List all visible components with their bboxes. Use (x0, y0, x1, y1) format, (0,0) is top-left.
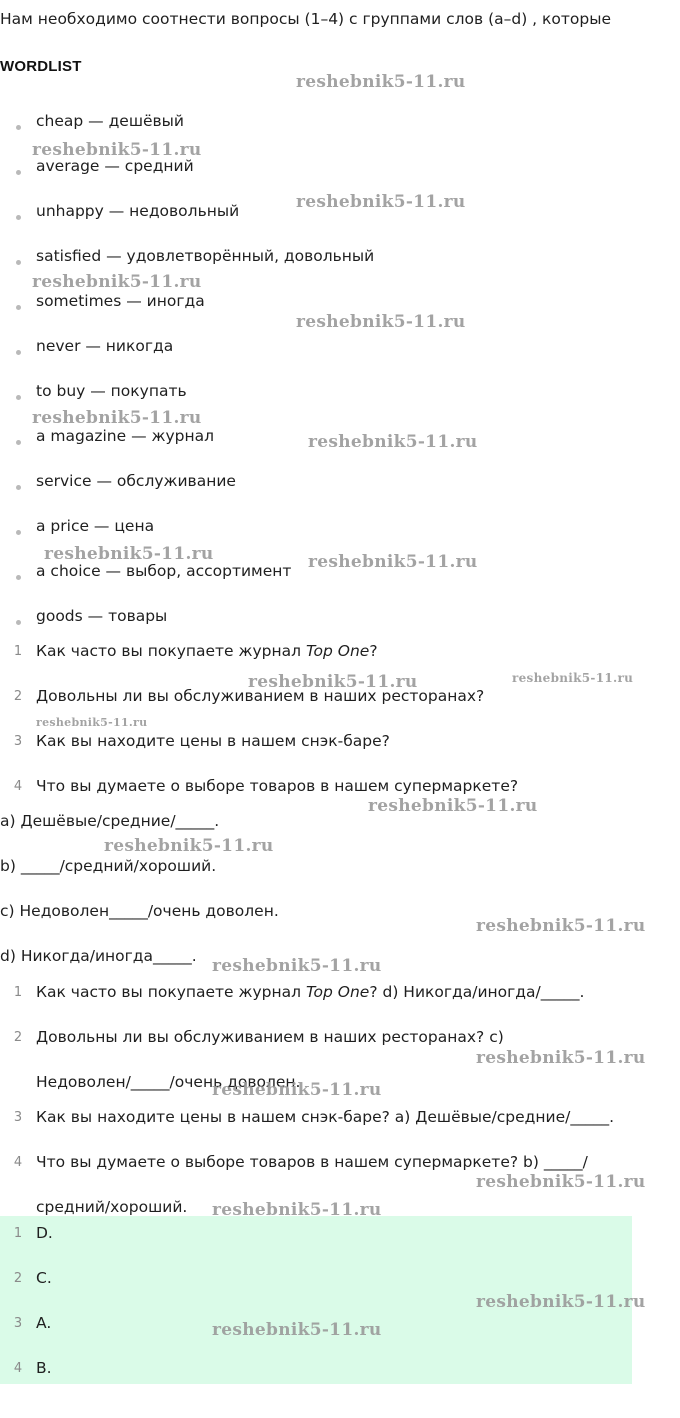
matched-number: 1 (13, 985, 23, 1000)
bullet-icon (16, 395, 21, 400)
matched-number: 3 (13, 1110, 23, 1125)
watermark: reshebnik5-11.ru (212, 956, 382, 976)
watermark: reshebnik5-11.ru (296, 192, 466, 212)
watermark: reshebnik5-11.ru (104, 836, 274, 856)
watermark: reshebnik5-11.ru (368, 796, 538, 816)
matched-item: Как вы находите цены в нашем снэк-баре? a) Дешёвые/средние/_____. (36, 1108, 615, 1126)
answer-item: C. (36, 1269, 52, 1287)
wordlist-item: a magazine — журнал (36, 427, 215, 445)
question-item: Как вы находите цены в нашем снэк-баре? (36, 732, 390, 750)
question-item: Что вы думаете о выборе товаров в нашем супермаркете? (36, 777, 519, 795)
watermark: reshebnik5-11.ru (512, 671, 634, 685)
bullet-icon (16, 440, 21, 445)
word-group: c) Недоволен_____/очень доволен. (0, 902, 279, 920)
answer-number: 4 (13, 1361, 23, 1376)
watermark: reshebnik5-11.ru (476, 1172, 646, 1192)
matched-number: 4 (13, 1155, 23, 1170)
watermark: reshebnik5-11.ru (248, 672, 418, 692)
question-number: 3 (13, 734, 23, 749)
watermark: reshebnik5-11.ru (32, 140, 202, 160)
watermark: reshebnik5-11.ru (32, 272, 202, 292)
watermark: reshebnik5-11.ru (476, 1048, 646, 1068)
answer-number: 2 (13, 1271, 23, 1286)
wordlist-item: sometimes — иногда (36, 292, 205, 310)
question-number: 2 (13, 689, 23, 704)
wordlist-item: a choice — выбор, ассортимент (36, 562, 292, 580)
bullet-icon (16, 485, 21, 490)
bullet-icon (16, 575, 21, 580)
watermark: reshebnik5-11.ru (296, 312, 466, 332)
wordlist-item: average — средний (36, 157, 194, 175)
matched-item: Что вы думаете о выборе товаров в нашем супермаркете? b) _____/средний/хороший. (36, 1153, 588, 1216)
bullet-icon (16, 125, 21, 130)
word-group: a) Дешёвые/средние/_____. (0, 812, 220, 830)
watermark: reshebnik5-11.ru (212, 1200, 382, 1220)
watermark: reshebnik5-11.ru (476, 916, 646, 936)
bullet-icon (16, 215, 21, 220)
watermark: reshebnik5-11.ru (44, 544, 214, 564)
wordlist-item: to buy — покупать (36, 382, 187, 400)
wordlist-item: never — никогда (36, 337, 174, 355)
wordlist-title: WORDLIST (0, 58, 82, 75)
matched-number: 2 (13, 1030, 23, 1045)
watermark: reshebnik5-11.ru (32, 408, 202, 428)
answer-item: D. (36, 1224, 53, 1242)
watermark: reshebnik5-11.ru (476, 1292, 646, 1312)
word-group: b) _____/средний/хороший. (0, 857, 217, 875)
answer-number: 1 (13, 1226, 23, 1241)
bullet-icon (16, 620, 21, 625)
bullet-icon (16, 350, 21, 355)
matched-item: Как часто вы покупаете журнал Top One? d) Никогда/иногда/_____. (36, 983, 585, 1001)
wordlist-item: service — обслуживание (36, 472, 236, 490)
bullet-icon (16, 305, 21, 310)
wordlist-item: goods — товары (36, 607, 168, 625)
bullet-icon (16, 170, 21, 175)
question-item: Довольны ли вы обслуживанием в наших ресторанах? (36, 687, 485, 705)
watermark: reshebnik5-11.ru (296, 72, 466, 92)
answer-number: 3 (13, 1316, 23, 1331)
question-item: Как часто вы покупаете журнал Top One? (36, 642, 378, 660)
wordlist-item: cheap — дешёвый (36, 112, 184, 130)
wordlist-item: satisfied — удовлетворённый, довольный (36, 247, 375, 265)
bullet-icon (16, 260, 21, 265)
bullet-icon (16, 530, 21, 535)
watermark: reshebnik5-11.ru (212, 1320, 382, 1340)
watermark: reshebnik5-11.ru (36, 716, 148, 729)
answer-item: A. (36, 1314, 52, 1332)
word-group: d) Никогда/иногда_____. (0, 947, 197, 965)
question-number: 4 (13, 779, 23, 794)
watermark: reshebnik5-11.ru (308, 552, 478, 572)
question-number: 1 (13, 644, 23, 659)
answer-item: B. (36, 1359, 52, 1377)
watermark: reshebnik5-11.ru (308, 432, 478, 452)
wordlist-item: a price — цена (36, 517, 155, 535)
watermark: reshebnik5-11.ru (212, 1080, 382, 1100)
wordlist-item: unhappy — недовольный (36, 202, 240, 220)
matched-item: Довольны ли вы обслуживанием в наших ресторанах? c) Недоволен/_____/очень доволен. (36, 1028, 504, 1091)
intro-text: Нам необходимо соотнести вопросы (1–4) с группами слов (a–d) , которые (0, 10, 612, 28)
